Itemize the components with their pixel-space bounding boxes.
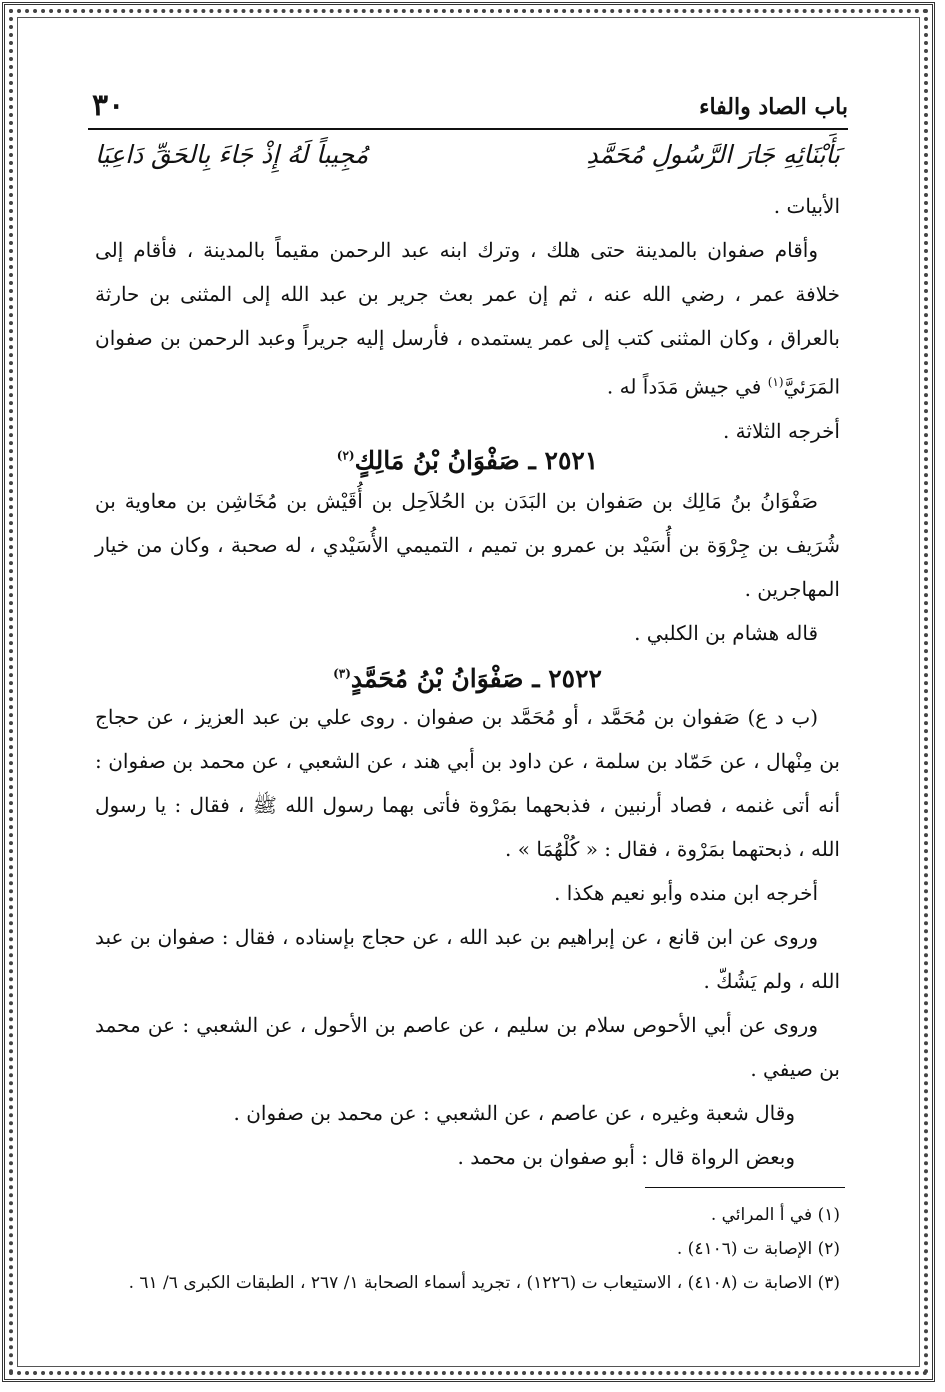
footnote-marker: (٢): [336, 448, 355, 463]
paragraph-ibn-qani: وروى عن ابن قانع ، عن إبراهيم بن عبد الله ، عن حجاج بإسناده ، فقال : صفوان بن عبد الله ، ولم يَشُكّ .: [95, 925, 840, 993]
verse-left-hemistich: مُجِيباً لَهُ إِذْ جَاءَ بِالحَقِّ دَاعِيَا: [95, 140, 369, 169]
entry-heading: [95, 446, 840, 475]
paragraph-lineage: صَفْوَانُ بنُ مَالِك بن صَفوان بن البَدَن بن الحُلاَحِل بن أُقَيْش بن مُخَاشِن بن معاوية بن شُرَيف بن جِرْوَة بن أُسَيْد بن عمرو بن تميم ، التميمي الأُسَيْدي ، له صحبة ، وكان من خيار المهاجرين .: [95, 489, 840, 601]
paragraph-narrators: وبعض الرواة قال : أبو صفوان بن محمد .: [457, 1145, 795, 1169]
entry-heading-text: ٢٥٢١ ـ صَفْوَانُ بْنُ مَالِكٍ: [354, 446, 599, 475]
paragraph-attribution: أخرجه الثلاثة .: [722, 418, 840, 443]
chapter-title: باب الصاد والفاء: [699, 94, 848, 120]
poem-verse: [95, 140, 840, 180]
footnotes: [100, 1198, 840, 1300]
entry-heading-text: ٢٥٢٢ ـ صَفْوَانُ بْنُ مُحَمَّدٍ: [350, 664, 602, 693]
paragraph-text: في جيش مَدَداً له .: [606, 374, 768, 399]
main-text: [95, 184, 840, 453]
entry-2522: [95, 664, 840, 1179]
page-number: ٣٠: [92, 88, 125, 123]
paragraph-verses-note: الأبيات .: [773, 194, 840, 218]
verse-right-hemistich: بَأَبْنَائِهِ جَارَ الرَّسُولِ مُحَمَّدِ: [586, 140, 840, 169]
footnote-separator: [645, 1187, 845, 1188]
footnote-marker: (١): [767, 375, 784, 389]
footnote-3: (٣) الاصابة ت (٤١٠٨) ، الاستيعاب ت (١٢٢٦) ، تجريد أسماء الصحابة ١/ ٢٦٧ ، الطبقات الكبرى ٦/ ٦١ .: [128, 1273, 840, 1293]
paragraph-hadith: (ب د ع) صَفوان بن مُحَمَّد ، أو مُحَمَّد بن صفوان . روى علي بن عبد العزيز ، عن حجاج بن مِنْهال ، عن حَمّاد بن سلمة ، عن داود بن أبي هند ، عن الشعبي ، عن محمد بن صفوان : أنه أتى غنمه ، فصاد أرنبين ، فذبحهما بمَرْوة فأتى بهما رسول الله ﷺ ، فقال : يا رسول الله ، ذبحتهما بمَرْوة ، فقال : « كُلْهُمَا » .: [95, 705, 840, 861]
footnote-marker: (٣): [333, 666, 351, 681]
entry-heading: [95, 664, 840, 693]
paragraph-attribution: أخرجه ابن منده وأبو نعيم هكذا .: [554, 881, 818, 905]
paragraph-source: قاله هشام بن الكلبي .: [634, 621, 818, 645]
footnote-1: (١) في أ المرائي .: [710, 1205, 840, 1225]
footnote-2: (٢) الإصابة ت (٤١٠٦) .: [676, 1239, 840, 1259]
page-header: [88, 88, 848, 130]
paragraph-text: وأقام صفوان بالمدينة حتى هلك ، وترك ابنه عبد الرحمن مقيماً بالمدينة ، فأقام إلى خلافة عمر ، رضي الله عنه ، ثم إن عمر بعث جرير بن عبد الله إلى المثنى بن حارثة بالعراق ، وكان المثنى كتب إلى عمر يستمده ، فأرسل إليه جريراً وعبد الرحمن بن صفوان المَرَئيَّ: [95, 238, 840, 399]
entry-2521: [95, 446, 840, 655]
paragraph-shuba: وقال شعبة وغيره ، عن عاصم ، عن الشعبي : عن محمد بن صفوان .: [233, 1101, 795, 1125]
paragraph-abu-ahwas: وروى عن أبي الأحوص سلام بن سليم ، عن عاصم بن الأحول ، عن الشعبي : عن محمد بن صيفي .: [95, 1013, 840, 1081]
paragraph-safwan-medina: [95, 228, 840, 409]
